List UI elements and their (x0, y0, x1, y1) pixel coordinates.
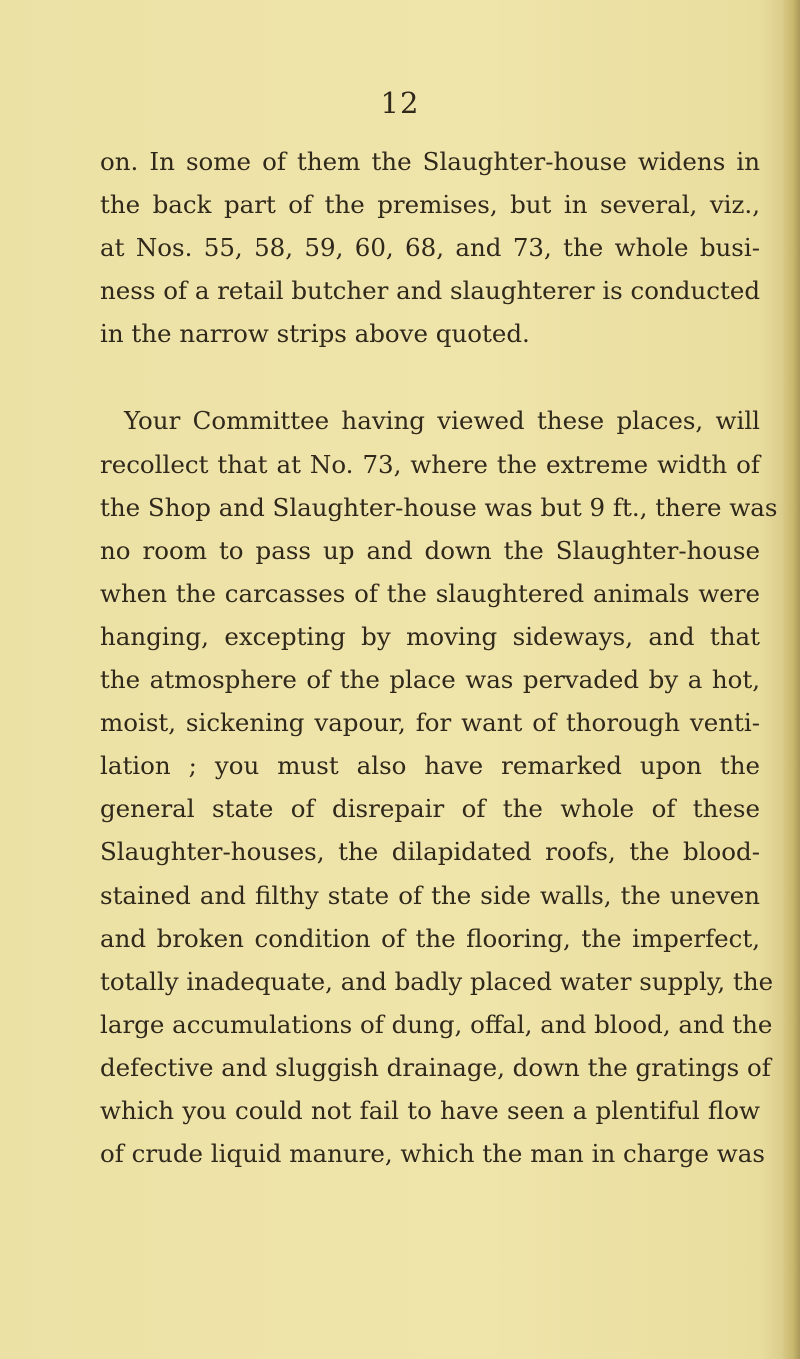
text-line: and broken condition of the flooring, the imperfect, (100, 923, 760, 953)
text-line: recollect that at No. 73, where the extreme width of (100, 449, 760, 479)
text-line: the atmosphere of the place was pervaded by a hot, (100, 665, 760, 695)
text-line: at Nos. 55, 58, 59, 60, 68, and 73, the whole busi- (100, 233, 760, 263)
text-line: moist, sickening vapour, for want of thorough venti- (100, 708, 760, 738)
paragraph-1 (100, 140, 760, 355)
body-text (100, 140, 778, 1175)
text-line: general state of disrepair of the whole of these (100, 794, 760, 824)
paragraph-2 (100, 399, 778, 1175)
text-line: on. In some of them the Slaughter-house widens in (100, 147, 760, 176)
paragraph-gap (100, 355, 760, 399)
text-line: which you could not fail to have seen a plentiful flow (100, 1095, 760, 1125)
text-line: of crude liquid manure, which the man in charge was (100, 1139, 765, 1169)
text-line: when the carcasses of the slaughtered animals were (100, 578, 760, 608)
page-edge-shadow (782, 0, 800, 1359)
text-line: large accumulations of dung, offal, and blood, and the (100, 1009, 773, 1039)
text-line: the back part of the premises, but in several, viz., (100, 190, 760, 220)
text-line: Your Committee having viewed these places, will (124, 406, 760, 436)
text-line: defective and sluggish drainage, down the gratings of (100, 1052, 771, 1082)
page-number: 12 (380, 86, 420, 120)
text-line: no room to pass up and down the Slaughter-house (100, 535, 760, 565)
text-line: the Shop and Slaughter-house was but 9 ft., there was (100, 492, 778, 522)
text-line: stained and filthy state of the side walls, the uneven (100, 880, 760, 910)
text-line: totally inadequate, and badly placed water supply, the (100, 966, 774, 996)
text-line: Slaughter-houses, the dilapidated roofs, the blood- (100, 837, 760, 867)
text-line: lation ; you must also have remarked upon the (100, 751, 760, 781)
text-line: in the narrow strips above quoted. (100, 319, 530, 349)
text-line: ness of a retail butcher and slaughterer is conducted (100, 276, 760, 306)
text-line: hanging, excepting by moving sideways, and that (100, 621, 760, 651)
